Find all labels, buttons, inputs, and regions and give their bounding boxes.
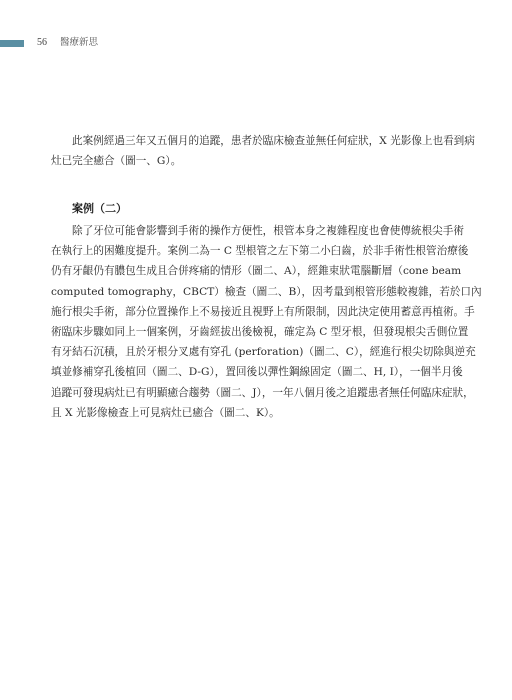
paragraph-line: 有牙結石沉積，且於牙根分叉處有穿孔 (perforation)（圖二、C），經進行根尖切除與逆充 [51,346,476,359]
section-heading-case-two: 案例（二） [72,202,127,215]
paragraph-line: 術臨床步驟如同上一個案例，牙齒經拔出後檢視，確定為 C 型牙根，但發現根尖舌側位置 [51,326,469,339]
paragraph-line: 填並修補穿孔後植回（圖二、D-G），置回後以彈性鋼線固定（圖二、H, I），一個半月後 [51,366,463,379]
paragraph-line: computed tomography，CBCT）檢查（圖二、B），因考量到根管形態較複雜，若於口內 [51,285,482,298]
paragraph-line: 除了牙位可能會影響到手術的操作方便性，根管本身之複雜程度也會使傳統根尖手術 [72,225,464,237]
paragraph-case-one-conclusion [51,131,475,171]
paragraph-case-two [51,221,482,423]
paragraph-line: 此案例經過三年又五個月的追蹤，患者於臨床檢查並無任何症狀，X 光影像上也看到病 [72,135,475,147]
paragraph-line: 灶已完全癒合（圖一、G）。 [51,155,182,168]
paragraph-line: 施行根尖手術，部分位置操作上不易接近且視野上有所限制，因此決定使用蓄意再植術。手 [51,305,475,318]
paragraph-line: 在執行上的困難度提升。案例二為一 C 型根管之左下第二小臼齒，於非手術性根管治療後 [51,245,469,258]
paragraph-line: 仍有牙齦仍有膿包生成且合併疼痛的情形（圖二、A），經錐束狀電腦斷層（cone beam [51,265,462,278]
paragraph-line: 且 X 光影像檢查上可見病灶已癒合（圖二、K）。 [51,406,280,419]
header-accent-bar [0,40,24,47]
page-number: 56 [37,37,47,48]
running-title: 醫療新思 [60,37,99,48]
paragraph-line: 追蹤可發現病灶已有明顯癒合趨勢（圖二、J），一年八個月後之追蹤患者無任何臨床症狀， [51,386,474,399]
